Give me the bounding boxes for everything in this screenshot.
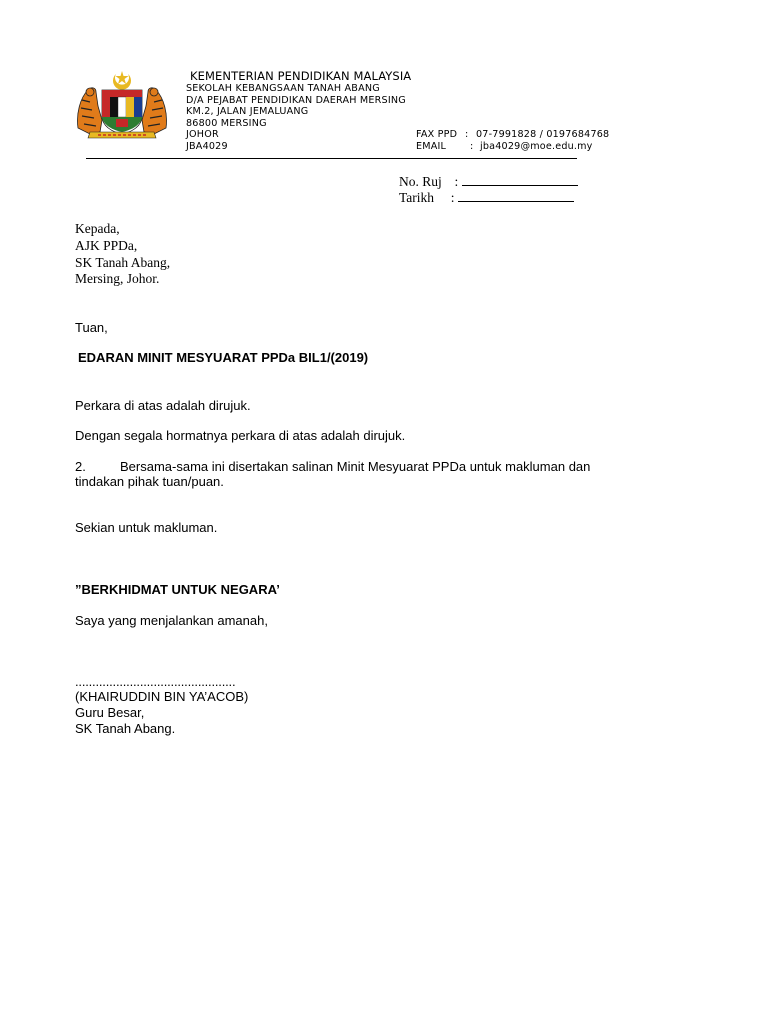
ruj-separator: :	[454, 174, 459, 189]
crescent-star-icon	[113, 71, 131, 90]
motto-scroll	[88, 132, 156, 138]
paragraph-1: Perkara di atas adalah dirujuk.	[75, 398, 251, 413]
tarikh-separator: :	[450, 190, 455, 205]
tarikh-row	[399, 190, 574, 206]
letter-subject: EDARAN MINIT MESYUARAT PPDa BIL1/(2019)	[78, 350, 369, 365]
tarikh-blank	[458, 190, 574, 202]
header-divider	[86, 158, 577, 159]
email-label: EMAIL	[416, 141, 447, 152]
ministry-name: KEMENTERIAN PENDIDIKAN MALAYSIA	[190, 69, 412, 83]
shield-icon	[102, 90, 142, 134]
tarikh-label: Tarikh	[399, 190, 435, 205]
postcode-city: 86800 MERSING	[186, 118, 267, 129]
paragraph-2: Dengan segala hormatnya perkara di atas adalah dirujuk.	[75, 428, 406, 443]
salutation: Tuan,	[75, 320, 108, 335]
school-name: SEKOLAH KEBANGSAAN TANAH ABANG	[186, 83, 380, 94]
address-line: KM.2, JALAN JEMALUANG	[186, 106, 309, 117]
office-line: D/A PEJABAT PENDIDIKAN DAERAH MERSING	[186, 95, 406, 106]
signatory-name: (KHAIRUDDIN BIN YA’ACOB)	[75, 689, 249, 704]
paragraph-3-line-2: tindakan pihak tuan/puan.	[75, 474, 224, 489]
signature-dots: ...............................................	[75, 674, 236, 689]
trust-line: Saya yang menjalankan amanah,	[75, 613, 268, 628]
fax-separator: :	[465, 129, 469, 140]
ruj-row	[399, 174, 578, 190]
recipient-line-3: SK Tanah Abang,	[75, 255, 171, 270]
closing-line: Sekian untuk makluman.	[75, 520, 218, 535]
school-code: JBA4029	[186, 141, 228, 152]
email-separator: :	[470, 141, 474, 152]
recipient-line-1: Kepada,	[75, 221, 120, 236]
left-tiger-icon	[77, 88, 102, 134]
signatory-title: Guru Besar,	[75, 705, 145, 720]
ruj-blank	[462, 174, 578, 186]
motto: ”BERKHIDMAT UNTUK NEGARA’	[75, 582, 280, 597]
paragraph-3-number: 2.	[75, 459, 86, 474]
state-line: JOHOR	[186, 129, 219, 140]
fax-label: FAX PPD	[416, 129, 458, 140]
recipient-line-2: AJK PPDa,	[75, 238, 138, 253]
email-value: jba4029@moe.edu.my	[480, 141, 593, 152]
right-tiger-icon	[142, 88, 167, 134]
ruj-label: No. Ruj	[399, 174, 442, 189]
signatory-school: SK Tanah Abang.	[75, 721, 176, 736]
recipient-line-4: Mersing, Johor.	[75, 271, 160, 286]
paragraph-3-line-1: Bersama-sama ini disertakan salinan Minit Mesyuarat PPDa untuk makluman dan	[120, 459, 591, 474]
coat-of-arms-logo	[72, 70, 172, 142]
fax-value: 07-7991828 / 0197684768	[476, 129, 610, 140]
